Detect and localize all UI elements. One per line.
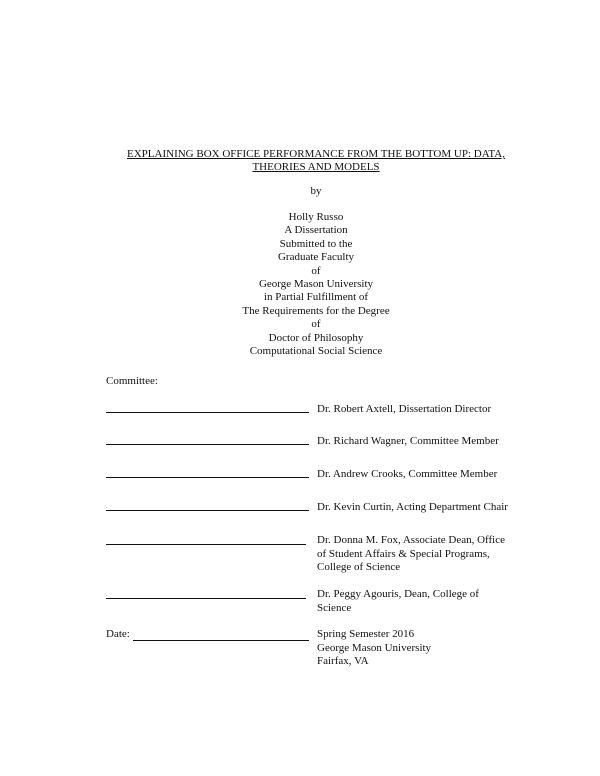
university-name: George Mason University — [258, 278, 374, 291]
university-text: George Mason University — [317, 641, 432, 654]
signature-line — [106, 444, 309, 445]
committee-member-text: Science — [317, 601, 352, 614]
committee-label: Committee: — [106, 375, 158, 387]
date-signature-line — [133, 640, 309, 641]
dissertation-title — [0, 148, 600, 174]
committee-member-text: Dr. Donna M. Fox, Associate Dean, Office — [317, 534, 505, 546]
date-block — [317, 628, 539, 669]
committee-member — [317, 403, 539, 417]
semester-text: Spring Semester 2016 — [317, 628, 415, 640]
author-block-line: of — [311, 264, 321, 277]
signature-line — [106, 510, 309, 511]
committee-member-text: of Student Affairs & Special Programs, — [317, 547, 490, 560]
committee-member-text: Dr. Peggy Agouris, Dean, College of — [317, 588, 479, 600]
author-block-line: Submitted to the — [279, 237, 353, 250]
degree-name: Doctor of Philosophy — [268, 331, 364, 344]
signature-line — [106, 598, 306, 599]
author-block — [0, 211, 600, 358]
date-label: Date: — [106, 628, 130, 640]
signature-line — [106, 477, 309, 478]
committee-member-text: College of Science — [317, 561, 401, 573]
author-block-line: The Requirements for the Degree — [242, 304, 390, 317]
author-block-line: Graduate Faculty — [277, 251, 355, 264]
location-text: Fairfax, VA — [317, 655, 369, 667]
author-block-line: of — [311, 318, 321, 331]
committee-member — [317, 468, 539, 482]
signature-line — [106, 544, 306, 545]
committee-member-text: Dr. Richard Wagner, Committee Member — [317, 435, 499, 447]
committee-member — [317, 534, 539, 575]
author-name: Holly Russo — [288, 211, 344, 223]
committee-member-text: Dr. Andrew Crooks, Committee Member — [317, 468, 498, 480]
signature-line — [106, 412, 309, 413]
program-name: Computational Social Science — [249, 345, 383, 358]
committee-member — [317, 435, 539, 449]
author-block-line: A Dissertation — [284, 224, 348, 237]
by-label: by — [310, 185, 322, 197]
committee-member — [317, 501, 539, 515]
author-block-line: in Partial Fulfillment of — [263, 291, 369, 304]
title-line-2: THEORIES AND MODELS — [252, 161, 380, 173]
committee-member-text: Dr. Robert Axtell, Dissertation Director — [317, 403, 492, 415]
committee-member-text: Dr. Kevin Curtin, Acting Department Chair — [317, 501, 508, 513]
committee-member — [317, 588, 539, 615]
title-line-1: EXPLAINING BOX OFFICE PERFORMANCE FROM THE BOTTOM UP: DATA, — [127, 148, 505, 160]
